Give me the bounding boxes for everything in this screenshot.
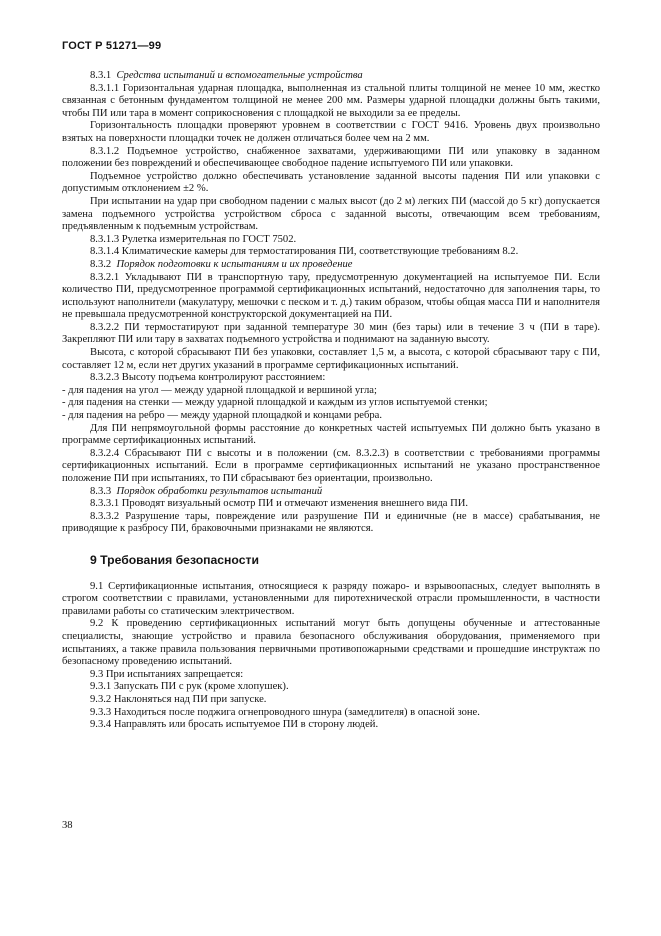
- clause-9-1: 9.1 Сертификационные испытания, относящиеся к разряду пожаро- и взрывоопасных, следует выполнять в строгом соответствии с правилами, установленными для пиротехнической отрасли промышленности, в частности правилами работы со статическим электричеством.: [62, 580, 600, 617]
- standard-code: ГОСТ Р 51271—99: [62, 40, 162, 52]
- clause-number: 8.3.2: [90, 258, 112, 270]
- clause-8-3-2-1: 8.3.2.1 Укладывают ПИ в транспортную тару, предусмотренную документацией на испытуемое ПИ. Если количество ПИ, предусмотренное программой сертификационных испытаний, недостаточно для заполнения тары, то используют наполнители (макулатуру, мешочки с песком и т. д.) таким образом, чтобы общая масса ПИ и наполнителя не превышала предусмотренной конструкторской документацией на ПИ.: [62, 271, 600, 321]
- clause-8-3-1-2: 8.3.1.2 Подъемное устройство, снабженное захватами, удерживающими ПИ или упаковку в заданном положении без повреждений и обеспечивающее свободное падение испытуемого ПИ или упаковки.: [62, 145, 600, 170]
- dash-list-item: - для падения на ребро — между ударной площадкой и концами ребра.: [62, 410, 382, 422]
- page-number: 38: [62, 820, 73, 831]
- clause-number: 8.3.1: [90, 70, 112, 81]
- clause-9-2: 9.2 К проведению сертификационных испытаний могут быть допущены обученные и аттестованные специалисты, знающие устройство и правила безопасного обслуживания оборудования, применяемого при испытаниях, а также правила пользования первичными противопожарными средствами и прошедшие инструктаж по безопасному проведению испытаний.: [62, 618, 600, 668]
- clause-9-3-4: 9.3.4 Направлять или бросать испытуемое ПИ в сторону людей.: [90, 719, 379, 731]
- clause-8-3-3: [62, 486, 600, 499]
- paragraph-nonrectangular: Для ПИ непрямоугольной формы расстояние до конкретных частей испытуемых ПИ должно быть указано в программе сертификационных испытаний.: [62, 422, 600, 447]
- clause-number: 8.3.3: [90, 485, 112, 497]
- section-heading: 9 Требования безопасности: [90, 552, 259, 567]
- clause-8-3-2-4: 8.3.2.4 Сбрасывают ПИ с высоты и в положении (см. 8.3.2.3) в соответствии с требованиями программы сертификационных испытаний. Если в программе сертификационных испытаний не указано пространственное положение ПИ при испытаниях, то ПИ сбрасывают без ориентации, произвольно.: [62, 447, 600, 484]
- paragraph-level-check: Горизонтальность площадки проверяют уровнем в соответствии с ГОСТ 9416. Уровень двух произвольно взятых на поверхности площадки точек не должен отличаться более чем на 2 мм.: [62, 120, 600, 144]
- clause-9-3: 9.3 При испытаниях запрещается:: [90, 668, 244, 680]
- clause-title: Порядок обработки результатов испытаний: [116, 485, 323, 497]
- clause-8-3-1: [62, 70, 600, 83]
- dash-list-item: - для падения на угол — между ударной площадкой и вершиной угла;: [62, 384, 377, 396]
- clause-8-3-1-4: 8.3.1.4 Климатические камеры для термостатирования ПИ, соответствующие требованиям 8.2.: [90, 246, 519, 258]
- clause-8-3-2-3: 8.3.2.3 Высоту подъема контролируют расстоянием:: [90, 372, 326, 384]
- document-body: [62, 70, 600, 732]
- paragraph-small-heights: При испытании на удар при свободном падении с малых высот (до 2 м) легких ПИ (массой до 5 кг) допускается замена подъемного устройства устройством сброса с заданной высоты, отвечающим всем требованиям, предъявленным к подъемным устройствам.: [62, 195, 600, 233]
- clause-8-3-3-2: 8.3.3.2 Разрушение тары, повреждение или разрушение ПИ и единичные (не в массе) срабатывания, не приводящие к разбросу ПИ, браковочными признаками не являются.: [62, 510, 600, 535]
- clause-8-3-1-3: 8.3.1.3 Рулетка измерительная по ГОСТ 7502.: [90, 233, 297, 245]
- clause-9-3-3: 9.3.3 Находиться после поджига огнепроводного шнура (замедлителя) в опасной зоне.: [90, 706, 480, 718]
- clause-8-3-1-1: 8.3.1.1 Горизонтальная ударная площадка, выполненная из стальной плиты толщиной не менее 10 мм, жестко связанная с бетонным фундаментом толщиной не менее 200 мм. Размеры ударной площадки должны быть такими, чтобы ПИ или тара в момент соприкосновения с площадкой не выходили за ее пределы.: [62, 82, 600, 119]
- dash-list-item: - для падения на стенки — между ударной площадкой и каждым из углов испытуемой стенки;: [62, 397, 488, 409]
- clause-9-3-2: 9.3.2 Наклоняться над ПИ при запуске.: [90, 693, 267, 705]
- clause-8-3-3-1: 8.3.3.1 Проводят визуальный осмотр ПИ и отмечают изменения внешнего вида ПИ.: [90, 498, 469, 510]
- clause-title: Средства испытаний и вспомогательные устройства: [116, 70, 363, 81]
- clause-9-3-1: 9.3.1 Запускать ПИ с рук (кроме хлопушек).: [90, 681, 289, 693]
- clause-8-3-2: [62, 259, 600, 272]
- clause-8-3-2-2: 8.3.2.2 ПИ термостатируют при заданной температуре 30 мин (без тары) или в течение 3 ч (ПИ в таре). Закрепляют ПИ или тару в захватах подъемного устройства и поднимают на заданную высоту.: [62, 321, 600, 346]
- clause-title: Порядок подготовки к испытаниям и их проведение: [116, 258, 353, 270]
- paragraph-drop-height: Высота, с которой сбрасывают ПИ без упаковки, составляет 1,5 м, а высота, с которой сбрасывают тару с ПИ, составляет 12 м, если нет других указаний в программе сертификационных испытаний.: [62, 347, 600, 371]
- paragraph-lift-accuracy: Подъемное устройство должно обеспечивать установление заданной высоты падения ПИ или упаковки с допустимым отклонением ±2 %.: [62, 170, 600, 195]
